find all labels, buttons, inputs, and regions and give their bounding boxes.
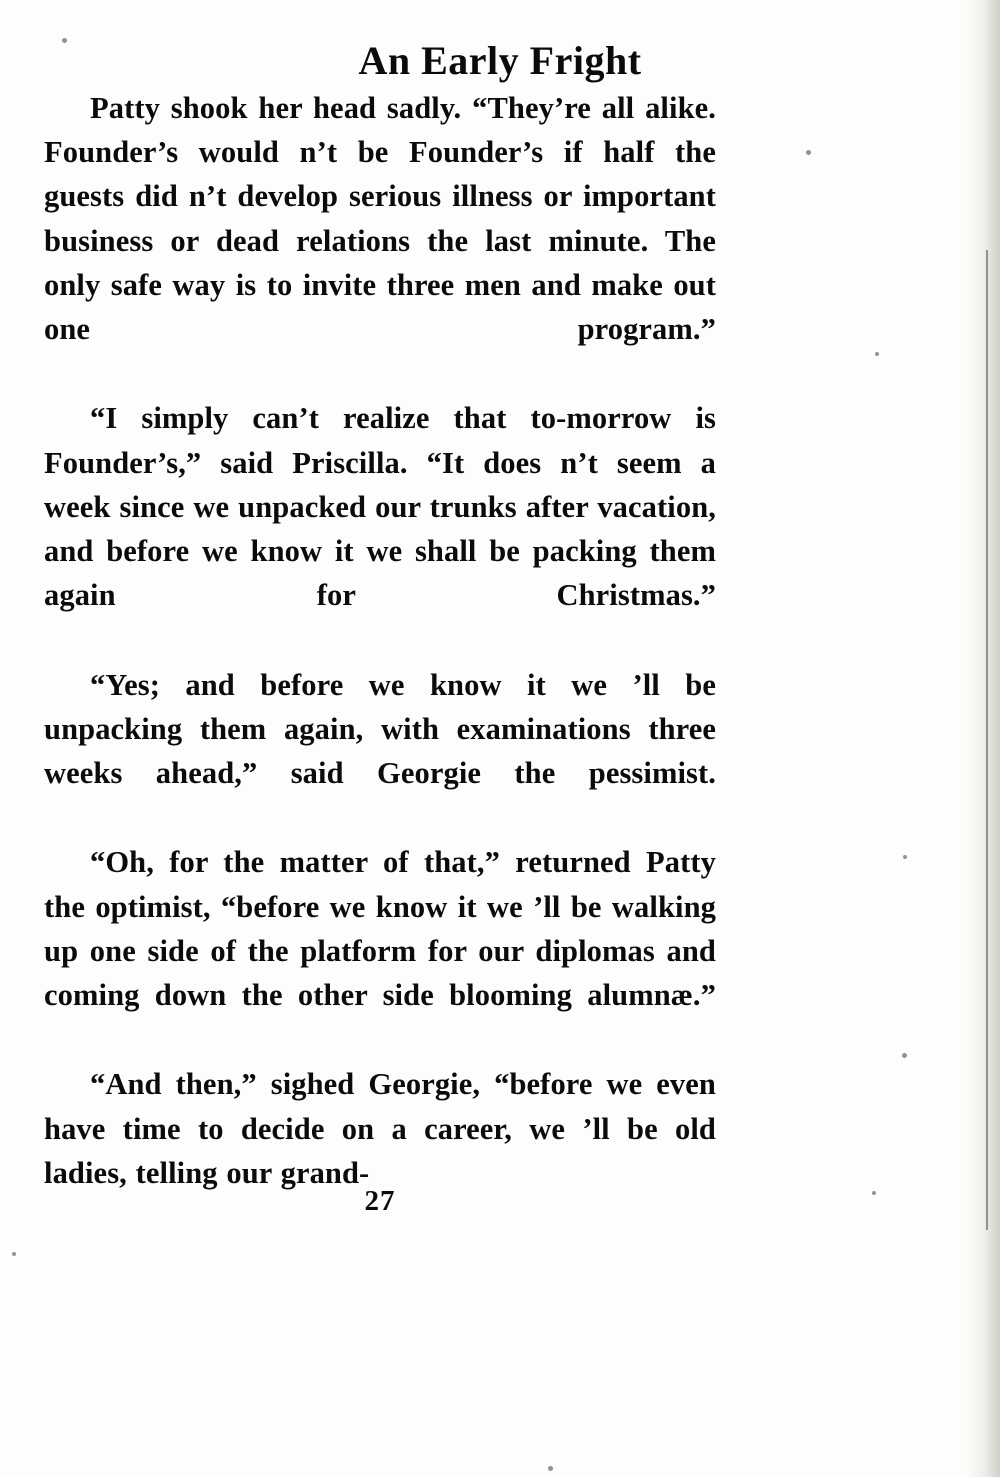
paragraph: “And then,” sighed Georgie, “before we even have time to decide on a career, we ’ll be old ladies, telling our grand-	[44, 1067, 716, 1190]
body-text	[44, 86, 716, 1196]
scan-speck	[902, 1053, 907, 1058]
page-edge-shadow	[966, 0, 1000, 1477]
page-number: 27	[364, 1185, 396, 1217]
scan-speck	[12, 1252, 16, 1256]
paragraph: “I simply can’t realize that to-morrow is Founder’s,” said Priscilla. “It does n’t seem a week since we unpacked our trunks after vacation, and before we know it we shall be packing them again for Christmas.”	[44, 401, 716, 613]
scan-speck	[806, 150, 811, 155]
scan-speck	[872, 1191, 876, 1195]
paragraph: “Yes; and before we know it we ’ll be unpacking them again, with examinations three weeks ahead,” said Georgie the pessimist.	[44, 667, 716, 791]
running-head: An Early Fright	[358, 37, 642, 83]
scan-speck	[548, 1466, 553, 1471]
paragraph: Patty shook her head sadly. “They’re all alike. Founder’s would n’t be Founder’s if half the guests did n’t develop serious illness or important business or dead relations the last minute. The only safe way is to invite three men and make out one program.”	[44, 91, 716, 347]
scan-speck	[875, 352, 879, 356]
scan-speck	[903, 855, 907, 859]
paragraph: “Oh, for the matter of that,” returned Patty the optimist, “before we know it we ’ll be walking up one side of the platform for our diplomas and coming down the other side blooming alumnæ.”	[44, 845, 716, 1013]
